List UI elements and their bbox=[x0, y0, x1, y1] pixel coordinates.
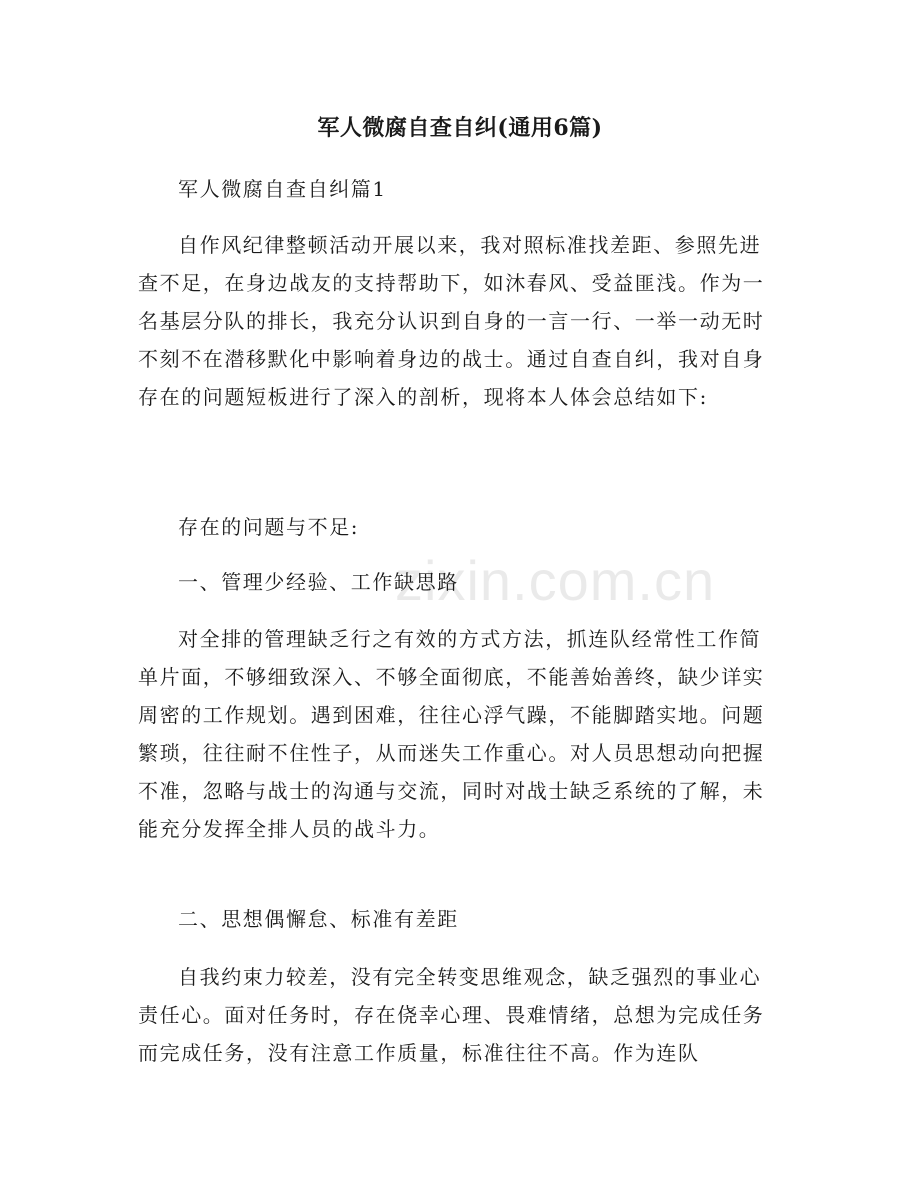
section-heading: 军人微腐自查自纠篇1 bbox=[178, 177, 387, 201]
document-title: 军人微腐自查自纠(通用6篇) bbox=[317, 115, 603, 141]
subheading-thinking: 二、思想偶懈怠、标准有差距 bbox=[178, 907, 459, 931]
subheading-management: 一、管理少经验、工作缺思路 bbox=[178, 570, 459, 594]
paragraph-intro: 自作风纪律整顿活动开展以来，我对照标准找差距、参照先进查不足，在身边战友的支持帮助下，如沐春风、受益匪浅。作为一名基层分队的排长，我充分认识到自身的一言一行、一举一动无时不刻不在潜移默化中影响着身边的战士。通过自查自纠，我对自身存在的问题短板进行了深入的剖析，现将本人体会总结如下: bbox=[138, 233, 765, 409]
watermark-text: zixin.com.cn bbox=[395, 549, 716, 612]
paragraph-thinking: 自我约束力较差，没有完全转变思维观念，缺乏强烈的事业心责任心。面对任务时，存在侥幸心理、畏难情绪，总想为完成任务而完成任务，没有注意工作质量，标准往往不高。作为连队 bbox=[138, 965, 765, 1065]
paragraph-management: 对全排的管理缺乏行之有效的方式方法，抓连队经常性工作简单片面，不够细致深入、不够全面彻底，不能善始善终，缺少详实周密的工作规划。遇到困难，往往心浮气躁，不能脚踏实地。问题繁琐，往往耐不住性子，从而迷失工作重心。对人员思想动向把握不准，忽略与战士的沟通与交流，同时对战士缺乏系统的了解，未能充分发挥全排人员的战斗力。 bbox=[138, 627, 765, 841]
subheading-problems: 存在的问题与不足: bbox=[178, 515, 360, 539]
